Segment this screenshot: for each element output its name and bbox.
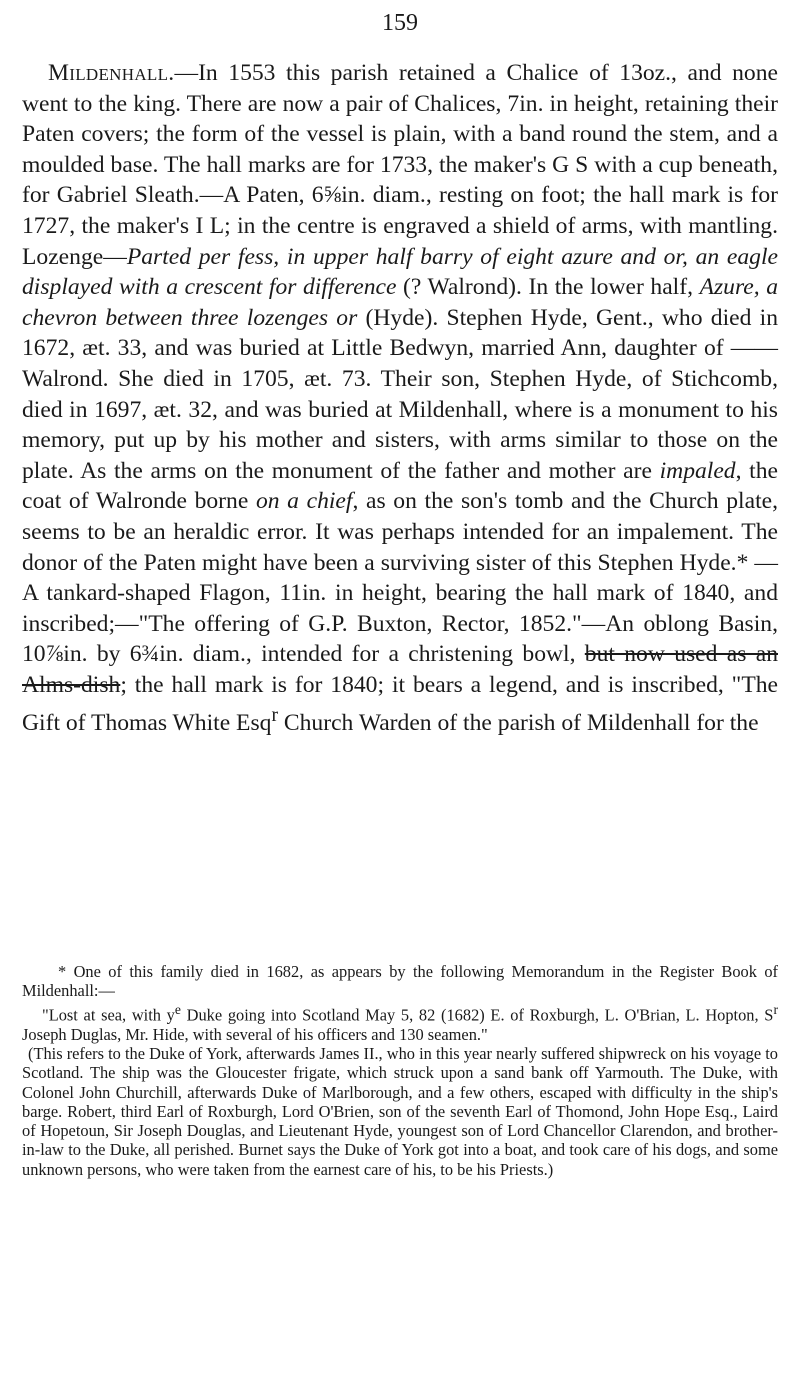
- footnote-quotation: [22, 1000, 778, 1044]
- superscript: r: [773, 1002, 778, 1018]
- struck-through-text: but now used as an Alms-dish: [22, 641, 778, 698]
- italic-term: impaled: [659, 457, 736, 484]
- body-text-segment: ; the hall mark is for 1840; it bears a legend, and is inscribed, "The Gift of Thomas White Esq: [22, 671, 778, 737]
- entry-heading: Mildenhall.: [48, 60, 175, 86]
- body-text-segment: , the coat of Walronde borne: [22, 457, 779, 515]
- italic-term: on a chief: [255, 488, 353, 515]
- body-text-segment: , as on the son's tomb and the Church plate, seems to be an heraldic error. It was perhaps intended for an impalement. The donor of the Paten might have been a surviving sister of this Stephen Hyde.* —A tankard-shaped Flagon, 11in. in height, bearing the hall mark of 1840, and inscribed;—"The offering of G.P. Buxton, Rector, 1852."—An oblong Basin, 10⅞in. by 6¾in. diam., intended for a christening bowl,: [22, 488, 778, 668]
- body-text-segment: (? Walrond). In the lower half,: [396, 274, 700, 301]
- footnote-memorandum: * One of this family died in 1682, as appears by the following Memorandum in the Register Book of Mildenhall:—: [22, 962, 778, 1001]
- blazon-lower-half: Azure, a chevron between three lozenges or: [22, 274, 778, 331]
- body-text-segment: —In 1553 this parish retained a Chalice of 13oz., and none went to the king. There are now a pair of Chalices, 7in. in height, retaining their Paten covers; the form of the vessel is plain, with a band round the stem, and a moulded base. The hall marks are for 1733, the maker's G S with a cup beneath, for Gabriel Sleath.—A Paten, 6⅝in. diam., resting on foot; the hall mark is for 1727, the maker's I L; in the centre is engraved a shield of arms, with mantling. Lozenge—: [22, 60, 778, 270]
- footnotes: [22, 962, 778, 1179]
- body-text-segment: Church Warden of the parish of Mildenhall for the: [278, 710, 759, 737]
- footnote-explanation: (This refers to the Duke of York, afterwards James II., who in this year nearly suffered shipwreck on his voyage to Scotland. The ship was the Gloucester frigate, which struck upon a sand bank off Yarmouth. The Duke, with Colonel John Churchill, afterwards Duke of Marlborough, and a few others, escaped with difficulty in the ship's barge. Robert, third Earl of Roxburgh, Lord O'Brien, son of the seventh Earl of Thomond, John Hope Esq., Laird of Hopetoun, Sir Joseph Douglas, and Lieutenant Hyde, youngest son of Lord Chancellor Clarendon, and brother-in-law to the Duke, all perished. Burnet says the Duke of York got into a boat, and took care of his dogs, and some unknown persons, who were taken from the earnest care of his, to be his Priests.): [22, 1044, 778, 1179]
- main-paragraph: [22, 58, 778, 739]
- body-text-segment: (Hyde). Stephen Hyde, Gent., who died in 1672, æt. 33, and was buried at Little Bedwyn, married Ann, daughter of —— Walrond. She died in 1705, æt. 73. Their son, Stephen Hyde, of Stichcomb, died in 1697, æt. 32, and was buried at Mildenhall, where is a monument to his memory, put up by his mother and sisters, with arms similar to those on the plate. As the arms on the monument of the father and mother are: [22, 304, 778, 484]
- footnote-text: "Lost at sea, with y: [42, 1005, 175, 1025]
- page-number: 159: [382, 10, 418, 36]
- footnote-text: Joseph Duglas, Mr. Hide, with several of his officers and 130 seamen.": [22, 1025, 488, 1045]
- superscript: e: [174, 1002, 181, 1018]
- footnote-text: Duke going into Scotland May 5, 82 (1682) E. of Roxburgh, L. O'Brian, L. Hopton, S: [180, 1005, 774, 1025]
- superscript: r: [271, 704, 278, 727]
- blazon-upper-half: Parted per fess, in upper half barry of eight azure and or, an eagle displayed with a crescent for difference: [22, 243, 778, 301]
